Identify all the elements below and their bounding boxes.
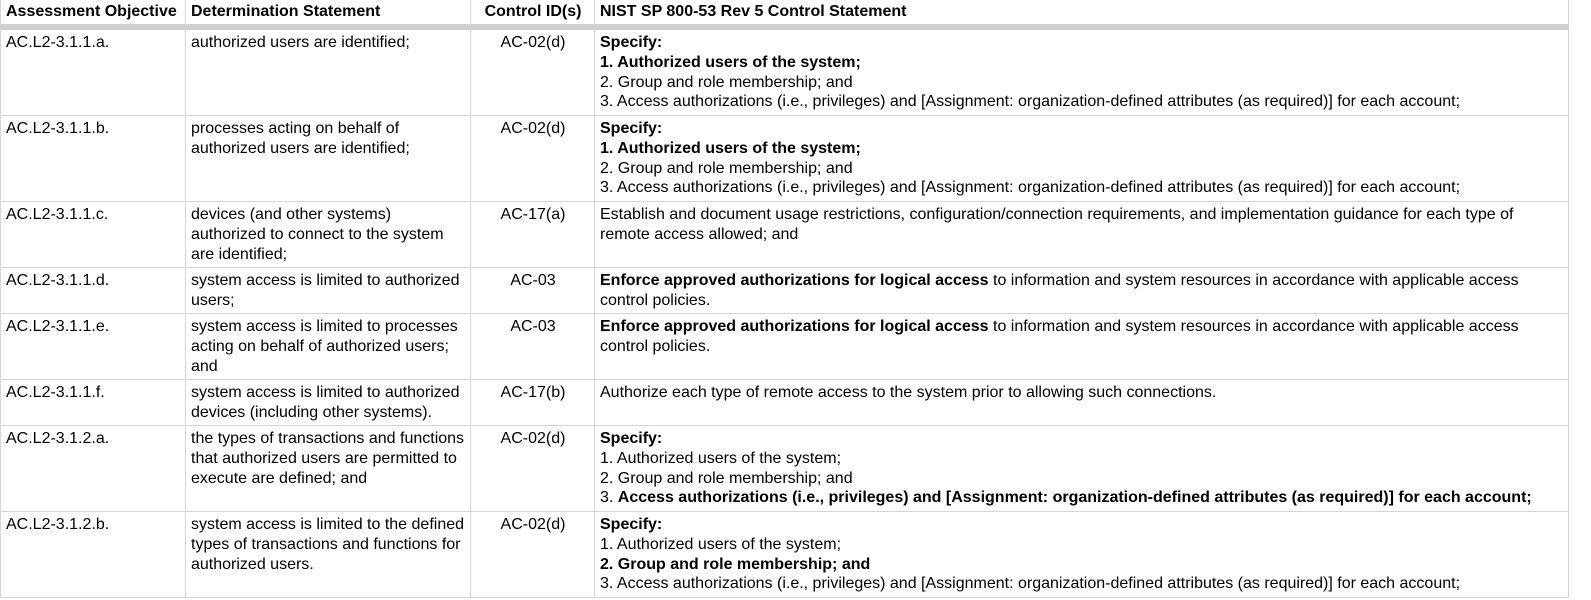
- assessment-objective-cell: AC.L2-3.1.1.d.: [1, 268, 186, 314]
- control-id-cell: AC-03: [471, 314, 595, 380]
- determination-statement-cell: system access is limited to the defined types of transactions and functions for authorized users.: [186, 512, 471, 598]
- determination-statement-cell: system access is limited to authorized users;: [186, 268, 471, 314]
- control-id-cell: AC-02(d): [471, 27, 595, 116]
- control-statement-cell: Authorize each type of remote access to the system prior to allowing such connections.: [595, 380, 1569, 426]
- table-row: [1, 426, 1569, 512]
- control-id-cell: AC-03: [471, 268, 595, 314]
- header-row: [1, 0, 1569, 27]
- assessment-objective-cell: AC.L2-3.1.1.f.: [1, 380, 186, 426]
- statement-line: 1. Authorized users of the system;: [600, 449, 842, 467]
- assessment-objective-cell: AC.L2-3.1.1.e.: [1, 314, 186, 380]
- statement-emphasis: Enforce approved authorizations for logical access: [600, 272, 989, 289]
- statement-line: 1. Authorized users of the system;: [600, 53, 861, 71]
- control-statement-cell: [595, 314, 1569, 380]
- control-id-cell: AC-17(a): [471, 202, 595, 268]
- determination-statement-cell: system access is limited to authorized devices (including other systems).: [186, 380, 471, 426]
- control-statement-cell: Establish and document usage restrictions, configuration/connection requirements, and implementation guidance for each type of remote access allowed; and: [595, 202, 1569, 268]
- statement-line: 3. Access authorizations (i.e., privileges) and [Assignment: organization-defined attributes (as required)] for each account;: [600, 179, 1461, 197]
- header-control-ids: Control ID(s): [471, 0, 595, 27]
- header-determination-statement: Determination Statement: [186, 0, 471, 27]
- table-row: [1, 268, 1569, 314]
- statement-emphasis: Access authorizations (i.e., privileges) and [Assignment: organization-defined attributes (as required)] for each account;: [617, 489, 1532, 507]
- table-row: [1, 27, 1569, 116]
- table-row: [1, 380, 1569, 426]
- assessment-objective-cell: AC.L2-3.1.1.a.: [1, 27, 186, 116]
- table-row: [1, 314, 1569, 380]
- table-row: [1, 512, 1569, 598]
- statement-line: Specify:: [600, 120, 663, 137]
- assessment-objective-cell: AC.L2-3.1.2.b.: [1, 512, 186, 598]
- statement-line: 2. Group and role membership; and: [600, 469, 853, 487]
- control-statement-cell: [595, 426, 1569, 512]
- control-id-cell: AC-02(d): [471, 116, 595, 202]
- table-row: [1, 116, 1569, 202]
- statement-line: 3. Access authorizations (i.e., privileges) and [Assignment: organization-defined attributes (as required)] for each account;: [600, 93, 1461, 111]
- determination-statement-cell: the types of transactions and functions that authorized users are permitted to execute are defined; and: [186, 426, 471, 512]
- control-id-cell: AC-02(d): [471, 512, 595, 598]
- table-row: [1, 202, 1569, 268]
- statement-line: Specify:: [600, 430, 663, 447]
- control-id-cell: AC-02(d): [471, 426, 595, 512]
- statement-item-number: 3.: [600, 489, 618, 507]
- statement-line: 3. Access authorizations (i.e., privileges) and [Assignment: organization-defined attributes (as required)] for each account;: [600, 575, 1461, 593]
- determination-statement-cell: system access is limited to processes acting on behalf of authorized users; and: [186, 314, 471, 380]
- statement-line: 1. Authorized users of the system;: [600, 139, 861, 157]
- control-statement-cell: [595, 116, 1569, 202]
- statement-emphasis: Enforce approved authorizations for logical access: [600, 318, 989, 335]
- assessment-objective-cell: AC.L2-3.1.2.a.: [1, 426, 186, 512]
- control-statement-cell: [595, 268, 1569, 314]
- header-control-statement: NIST SP 800-53 Rev 5 Control Statement: [595, 0, 1569, 27]
- statement-line: Specify:: [600, 34, 663, 51]
- determination-statement-cell: devices (and other systems) authorized to connect to the system are identified;: [186, 202, 471, 268]
- statement-text: to information and system resources in accordance with applicable access control policies.: [600, 272, 1519, 309]
- determination-statement-cell: processes acting on behalf of authorized users are identified;: [186, 116, 471, 202]
- control-statement-cell: [595, 512, 1569, 598]
- assessment-objective-cell: AC.L2-3.1.1.b.: [1, 116, 186, 202]
- statement-line: 2. Group and role membership; and: [600, 555, 871, 573]
- control-id-cell: AC-17(b): [471, 380, 595, 426]
- determination-statement-cell: authorized users are identified;: [186, 27, 471, 116]
- statement-text: to information and system resources in accordance with applicable access control policies.: [600, 318, 1519, 355]
- statement-line: Specify:: [600, 516, 663, 533]
- statement-line: 2. Group and role membership; and: [600, 73, 853, 91]
- header-assessment-objective: Assessment Objective: [1, 0, 186, 27]
- statement-line: 1. Authorized users of the system;: [600, 535, 842, 553]
- control-statement-cell: [595, 27, 1569, 116]
- statement-line: [600, 488, 1564, 508]
- assessment-objective-cell: AC.L2-3.1.1.c.: [1, 202, 186, 268]
- statement-line: 2. Group and role membership; and: [600, 159, 853, 177]
